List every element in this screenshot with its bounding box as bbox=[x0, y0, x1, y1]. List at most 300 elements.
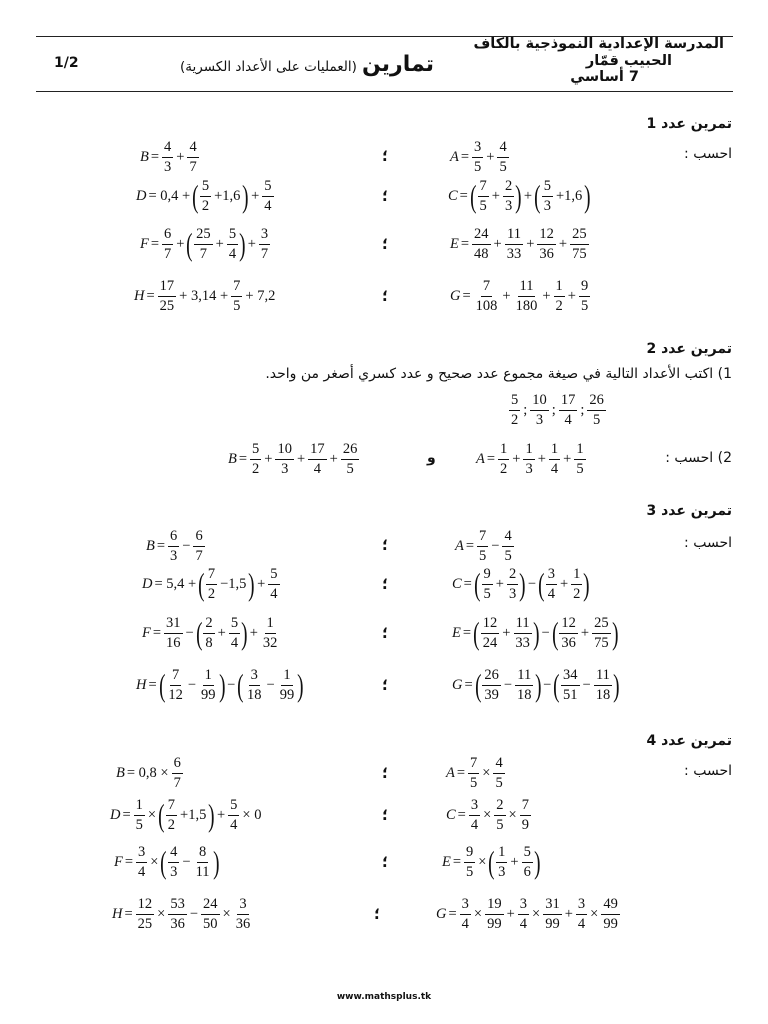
operator: ; bbox=[523, 401, 528, 418]
parenthesis: ( bbox=[469, 178, 477, 214]
operator: + bbox=[502, 287, 511, 304]
parenthesis: ) bbox=[208, 797, 215, 833]
denominator: 5 bbox=[233, 297, 241, 314]
operator: = bbox=[452, 853, 462, 870]
fraction bbox=[579, 279, 590, 313]
ex4-expr-H bbox=[112, 890, 253, 938]
parenthesis: ( bbox=[195, 615, 203, 651]
fraction bbox=[166, 798, 177, 832]
operator: × bbox=[473, 905, 483, 922]
operator: − bbox=[182, 853, 191, 870]
fraction bbox=[187, 140, 198, 174]
ex1-instruction: احسب : bbox=[684, 146, 732, 162]
operator: = bbox=[463, 575, 472, 592]
numerator: 2 bbox=[503, 179, 514, 197]
variable-name: B bbox=[228, 450, 237, 467]
operator: = bbox=[150, 148, 160, 165]
separator: ؛ bbox=[382, 624, 388, 642]
denominator: 4 bbox=[138, 863, 146, 880]
parenthesis: ) bbox=[519, 566, 526, 602]
numerator: 7 bbox=[231, 279, 242, 297]
numerator: 2 bbox=[203, 616, 214, 634]
fraction bbox=[194, 227, 213, 261]
operator: = bbox=[124, 853, 134, 870]
numerator: 25 bbox=[570, 227, 589, 245]
separator: ؛ bbox=[382, 575, 388, 593]
operator: −1,5 bbox=[220, 575, 247, 592]
numerator: 7 bbox=[166, 798, 177, 816]
operator: + bbox=[558, 235, 568, 252]
fraction bbox=[194, 845, 212, 879]
numerator: 1 bbox=[574, 442, 585, 460]
fraction bbox=[275, 442, 294, 476]
denominator: 18 bbox=[247, 686, 262, 703]
variable-name: G bbox=[452, 676, 463, 693]
fraction bbox=[268, 567, 279, 601]
denominator: 25 bbox=[137, 915, 153, 932]
denominator: 2 bbox=[500, 460, 508, 477]
operator: + bbox=[249, 624, 258, 641]
numerator: 7 bbox=[477, 529, 488, 547]
separator: ؛ bbox=[382, 853, 388, 871]
denominator: 36 bbox=[235, 915, 251, 932]
variable-name: F bbox=[140, 235, 149, 252]
parenthesis: ) bbox=[239, 226, 246, 262]
denominator: 48 bbox=[474, 245, 489, 262]
fraction bbox=[542, 179, 553, 213]
fraction bbox=[203, 616, 214, 650]
variable-name: C bbox=[452, 575, 462, 592]
denominator: 3 bbox=[525, 460, 533, 477]
denominator: 4 bbox=[270, 585, 278, 602]
numerator: 4 bbox=[168, 845, 179, 863]
fraction bbox=[228, 798, 239, 832]
ex2-and: و bbox=[427, 450, 436, 466]
numerator: 9 bbox=[579, 279, 590, 297]
numerator: 25 bbox=[592, 616, 611, 634]
parenthesis: ( bbox=[158, 797, 165, 833]
operator: + bbox=[251, 187, 260, 204]
separator: ؛ bbox=[382, 147, 388, 165]
numerator: 1 bbox=[571, 567, 582, 585]
denominator: 4 bbox=[564, 411, 572, 428]
numerator: 7 bbox=[468, 756, 479, 774]
denominator: 2 bbox=[252, 460, 260, 477]
parenthesis: ) bbox=[533, 844, 541, 880]
variable-name: C bbox=[448, 187, 458, 204]
fraction bbox=[168, 845, 179, 879]
operator: − bbox=[182, 537, 191, 554]
operator: = 5,4 + bbox=[154, 575, 197, 592]
ex4-expr-D bbox=[110, 791, 263, 839]
denominator: 7 bbox=[195, 547, 203, 564]
fraction bbox=[474, 279, 500, 313]
numerator: 5 bbox=[227, 227, 238, 245]
numerator: 12 bbox=[537, 227, 556, 245]
fraction bbox=[587, 393, 606, 427]
fraction bbox=[543, 897, 562, 931]
denominator: 33 bbox=[515, 634, 530, 651]
operator: + bbox=[502, 624, 511, 641]
fraction bbox=[503, 179, 514, 213]
ex1-expr-E bbox=[450, 220, 590, 268]
separator: ؛ bbox=[382, 187, 388, 205]
denominator: 5 bbox=[135, 816, 143, 833]
variable-name: D bbox=[110, 806, 121, 823]
fraction bbox=[507, 567, 518, 601]
ex4-instruction: احسب : bbox=[684, 763, 732, 779]
title-subtitle: (العمليات على الأعداد الكسرية) bbox=[180, 59, 357, 75]
denominator: 36 bbox=[561, 634, 576, 651]
parenthesis: ) bbox=[613, 667, 620, 703]
operator: = bbox=[460, 148, 470, 165]
numerator: 26 bbox=[482, 668, 501, 686]
denominator: 4 bbox=[519, 915, 528, 932]
fraction bbox=[172, 756, 183, 790]
denominator: 4 bbox=[228, 245, 237, 262]
parenthesis: ) bbox=[533, 615, 540, 651]
ex4-expr-G bbox=[436, 890, 621, 938]
variable-name: B bbox=[116, 764, 125, 781]
numerator: 1 bbox=[498, 442, 509, 460]
operator: + bbox=[216, 806, 226, 823]
operator: + bbox=[567, 287, 576, 304]
parenthesis: ) bbox=[583, 566, 590, 602]
fraction bbox=[522, 845, 533, 879]
separator: ؛ bbox=[382, 806, 388, 824]
denominator: 5 bbox=[496, 816, 504, 833]
denominator: 7 bbox=[199, 245, 208, 262]
operator: × bbox=[147, 806, 157, 823]
denominator: 5 bbox=[499, 158, 507, 175]
fraction bbox=[168, 897, 187, 931]
operator: × bbox=[532, 905, 541, 922]
operator: = bbox=[460, 235, 470, 252]
numerator: 1 bbox=[549, 442, 560, 460]
numerator: 26 bbox=[587, 393, 606, 411]
operator: + bbox=[176, 235, 185, 252]
fraction bbox=[546, 567, 557, 601]
fraction bbox=[468, 756, 479, 790]
school-name: المدرسة الإعدادية النموذجية بالكاف bbox=[473, 36, 724, 52]
numerator: 5 bbox=[262, 179, 273, 197]
denominator: 7 bbox=[189, 158, 197, 175]
numerator: 12 bbox=[136, 897, 155, 915]
parenthesis: ( bbox=[186, 226, 194, 262]
parenthesis: ( bbox=[488, 844, 496, 880]
denominator: 4 bbox=[461, 915, 469, 932]
numerator: 2 bbox=[494, 798, 505, 816]
ex3-expr-H bbox=[136, 661, 304, 709]
operator: + bbox=[523, 187, 533, 204]
fraction bbox=[227, 227, 238, 261]
denominator: 5 bbox=[346, 460, 354, 477]
operator: = bbox=[464, 676, 473, 693]
denominator: 2 bbox=[555, 297, 563, 314]
numerator: 5 bbox=[542, 179, 553, 197]
variable-name: E bbox=[442, 853, 451, 870]
fraction bbox=[341, 442, 360, 476]
numerator: 9 bbox=[482, 567, 493, 585]
denominator: 4 bbox=[470, 816, 479, 833]
variable-name: F bbox=[142, 624, 151, 641]
ex3-title: تمرين عدد 3 bbox=[646, 503, 732, 519]
parenthesis: ( bbox=[160, 844, 168, 880]
ex4-expr-B bbox=[116, 749, 184, 797]
denominator: 4 bbox=[577, 915, 586, 932]
parenthesis: ( bbox=[538, 566, 545, 602]
numerator: 24 bbox=[201, 897, 220, 915]
operator: − bbox=[187, 676, 197, 693]
operator: − bbox=[266, 676, 275, 693]
variable-name: D bbox=[136, 187, 147, 204]
operator: = bbox=[148, 676, 157, 693]
page-number: 1/2 bbox=[54, 55, 79, 71]
denominator: 5 bbox=[580, 297, 589, 314]
denominator: 108 bbox=[475, 297, 498, 314]
operator: ; bbox=[551, 401, 556, 418]
operator: − bbox=[582, 676, 591, 693]
operator: × bbox=[483, 806, 492, 823]
numerator: 6 bbox=[168, 529, 179, 547]
operator: + bbox=[542, 287, 551, 304]
numerator: 11 bbox=[515, 668, 533, 686]
variable-name: E bbox=[450, 235, 459, 252]
denominator: 2 bbox=[207, 585, 216, 602]
fraction bbox=[496, 845, 507, 879]
variable-name: A bbox=[446, 764, 455, 781]
numerator: 3 bbox=[460, 897, 471, 915]
operator: = bbox=[462, 287, 471, 304]
numerator: 1 bbox=[496, 845, 507, 863]
numerator: 4 bbox=[162, 140, 173, 158]
numerator: 5 bbox=[228, 798, 239, 816]
denominator: 16 bbox=[166, 634, 181, 651]
denominator: 8 bbox=[205, 634, 213, 651]
denominator: 99 bbox=[279, 686, 295, 703]
ex4-expr-E bbox=[442, 838, 540, 886]
denominator: 50 bbox=[203, 915, 218, 932]
operator: × bbox=[590, 905, 599, 922]
operator: = bbox=[124, 905, 133, 922]
operator: = bbox=[462, 624, 472, 641]
fraction bbox=[168, 529, 179, 563]
operator: ; bbox=[580, 401, 585, 418]
fraction bbox=[134, 798, 145, 832]
denominator: 7 bbox=[260, 245, 269, 262]
denominator: 3 bbox=[504, 197, 513, 214]
numerator: 3 bbox=[136, 845, 147, 863]
fraction bbox=[574, 442, 585, 476]
numerator: 17 bbox=[308, 442, 327, 460]
denominator: 2 bbox=[511, 411, 519, 428]
denominator: 3 bbox=[164, 158, 172, 175]
numerator: 1 bbox=[281, 668, 292, 686]
fraction bbox=[201, 897, 220, 931]
fraction bbox=[498, 442, 509, 476]
numerator: 6 bbox=[162, 227, 173, 245]
numerator: 7 bbox=[481, 279, 492, 297]
operator: = 0,8 × bbox=[126, 764, 169, 781]
denominator: 32 bbox=[262, 634, 278, 651]
ex4-expr-C bbox=[446, 791, 532, 839]
denominator: 5 bbox=[504, 547, 512, 564]
parenthesis: ) bbox=[534, 667, 542, 703]
ex3-instruction: احسب : bbox=[684, 535, 732, 551]
operator: − bbox=[185, 624, 194, 641]
parenthesis: ) bbox=[212, 844, 220, 880]
variable-name: H bbox=[112, 905, 123, 922]
ex2-fraction-list bbox=[508, 386, 607, 434]
denominator: 12 bbox=[168, 686, 183, 703]
fraction bbox=[530, 393, 549, 427]
numerator: 17 bbox=[158, 279, 177, 297]
numerator: 1 bbox=[554, 279, 565, 297]
operator: = bbox=[457, 806, 466, 823]
denominator: 4 bbox=[230, 634, 239, 651]
fraction bbox=[571, 567, 582, 601]
parenthesis: ( bbox=[237, 667, 244, 703]
operator: + bbox=[247, 235, 256, 252]
numerator: 26 bbox=[341, 442, 360, 460]
numerator: 3 bbox=[472, 140, 483, 158]
fraction bbox=[520, 798, 531, 832]
denominator: 36 bbox=[539, 245, 554, 262]
operator: − bbox=[541, 624, 550, 641]
ex3-expr-D bbox=[142, 560, 281, 608]
denominator: 3 bbox=[498, 863, 506, 880]
fraction bbox=[478, 179, 489, 213]
denominator: 24 bbox=[482, 634, 498, 651]
fraction bbox=[262, 179, 273, 213]
operator: = bbox=[150, 235, 160, 252]
fraction bbox=[518, 897, 529, 931]
numerator: 7 bbox=[520, 798, 531, 816]
separator: ؛ bbox=[382, 235, 388, 253]
ex4-title: تمرين عدد 4 bbox=[646, 733, 732, 749]
parenthesis: ( bbox=[551, 615, 559, 651]
fraction bbox=[576, 897, 587, 931]
operator: = bbox=[122, 806, 131, 823]
operator: + bbox=[580, 624, 590, 641]
operator: × bbox=[150, 853, 159, 870]
fraction bbox=[158, 279, 177, 313]
numerator: 9 bbox=[464, 845, 475, 863]
denominator: 5 bbox=[495, 774, 503, 791]
parenthesis: ) bbox=[218, 667, 226, 703]
numerator: 10 bbox=[530, 393, 549, 411]
fraction bbox=[261, 616, 280, 650]
operator: + bbox=[559, 575, 569, 592]
operator: +1,6 bbox=[214, 187, 241, 204]
numerator: 31 bbox=[543, 897, 562, 915]
parenthesis: ) bbox=[242, 178, 249, 214]
operator: + bbox=[495, 575, 504, 592]
numerator: 6 bbox=[193, 529, 204, 547]
fraction bbox=[162, 227, 173, 261]
fraction bbox=[482, 567, 493, 601]
numerator: 3 bbox=[518, 897, 529, 915]
operator: + bbox=[493, 235, 502, 252]
variable-name: A bbox=[450, 148, 459, 165]
variable-name: B bbox=[140, 148, 149, 165]
numerator: 7 bbox=[170, 668, 181, 686]
fraction bbox=[136, 897, 155, 931]
parenthesis: ) bbox=[611, 615, 619, 651]
operator: + bbox=[217, 624, 226, 641]
numerator: 8 bbox=[197, 845, 208, 863]
numerator: 11 bbox=[518, 279, 536, 297]
numerator: 31 bbox=[164, 616, 183, 634]
ex2-expr-B bbox=[228, 435, 360, 483]
header-bottom-rule bbox=[36, 91, 733, 92]
denominator: 180 bbox=[515, 297, 538, 314]
numerator: 1 bbox=[523, 442, 534, 460]
variable-name: B bbox=[146, 537, 155, 554]
numerator: 1 bbox=[203, 668, 214, 686]
denominator: 2 bbox=[573, 585, 581, 602]
fraction bbox=[509, 393, 520, 427]
fraction bbox=[477, 529, 488, 563]
operator: + bbox=[563, 450, 572, 467]
fraction bbox=[502, 529, 513, 563]
operator: = bbox=[156, 537, 166, 554]
denominator: 11 bbox=[195, 863, 210, 880]
fraction bbox=[549, 442, 560, 476]
operator: = bbox=[486, 450, 496, 467]
fraction bbox=[594, 668, 613, 702]
fraction bbox=[505, 227, 524, 261]
fraction bbox=[278, 668, 297, 702]
numerator: 11 bbox=[594, 668, 612, 686]
numerator: 25 bbox=[194, 227, 213, 245]
ex4-expr-A bbox=[446, 749, 506, 797]
sheet-title bbox=[180, 52, 434, 77]
fraction bbox=[485, 897, 504, 931]
operator: − bbox=[491, 537, 500, 554]
fraction bbox=[460, 897, 471, 931]
parenthesis: ( bbox=[158, 667, 166, 703]
fraction bbox=[308, 442, 327, 476]
operator: = bbox=[448, 905, 457, 922]
denominator: 7 bbox=[173, 774, 181, 791]
numerator: 10 bbox=[275, 442, 294, 460]
numerator: 1 bbox=[265, 616, 276, 634]
variable-name: F bbox=[114, 853, 123, 870]
variable-name: A bbox=[455, 537, 464, 554]
numerator: 3 bbox=[259, 227, 270, 245]
parenthesis: ) bbox=[584, 178, 591, 214]
denominator: 5 bbox=[466, 863, 474, 880]
fraction bbox=[559, 616, 578, 650]
parenthesis: ( bbox=[473, 566, 481, 602]
operator: + 3,14 + bbox=[179, 287, 229, 304]
teacher-name: الحبيب قمّار bbox=[585, 52, 672, 69]
denominator: 2 bbox=[201, 197, 210, 214]
numerator: 11 bbox=[505, 227, 523, 245]
operator: × bbox=[508, 806, 517, 823]
parenthesis: ( bbox=[474, 667, 482, 703]
fraction bbox=[493, 756, 504, 790]
fraction bbox=[206, 567, 217, 601]
operator: + bbox=[512, 450, 521, 467]
ex2-question-2: 2) احسب : bbox=[665, 450, 732, 466]
numerator: 5 bbox=[268, 567, 279, 585]
denominator: 3 bbox=[170, 863, 178, 880]
ex1-expr-F bbox=[140, 220, 271, 268]
operator: +1,6 bbox=[555, 187, 583, 204]
operator: = bbox=[459, 187, 468, 204]
